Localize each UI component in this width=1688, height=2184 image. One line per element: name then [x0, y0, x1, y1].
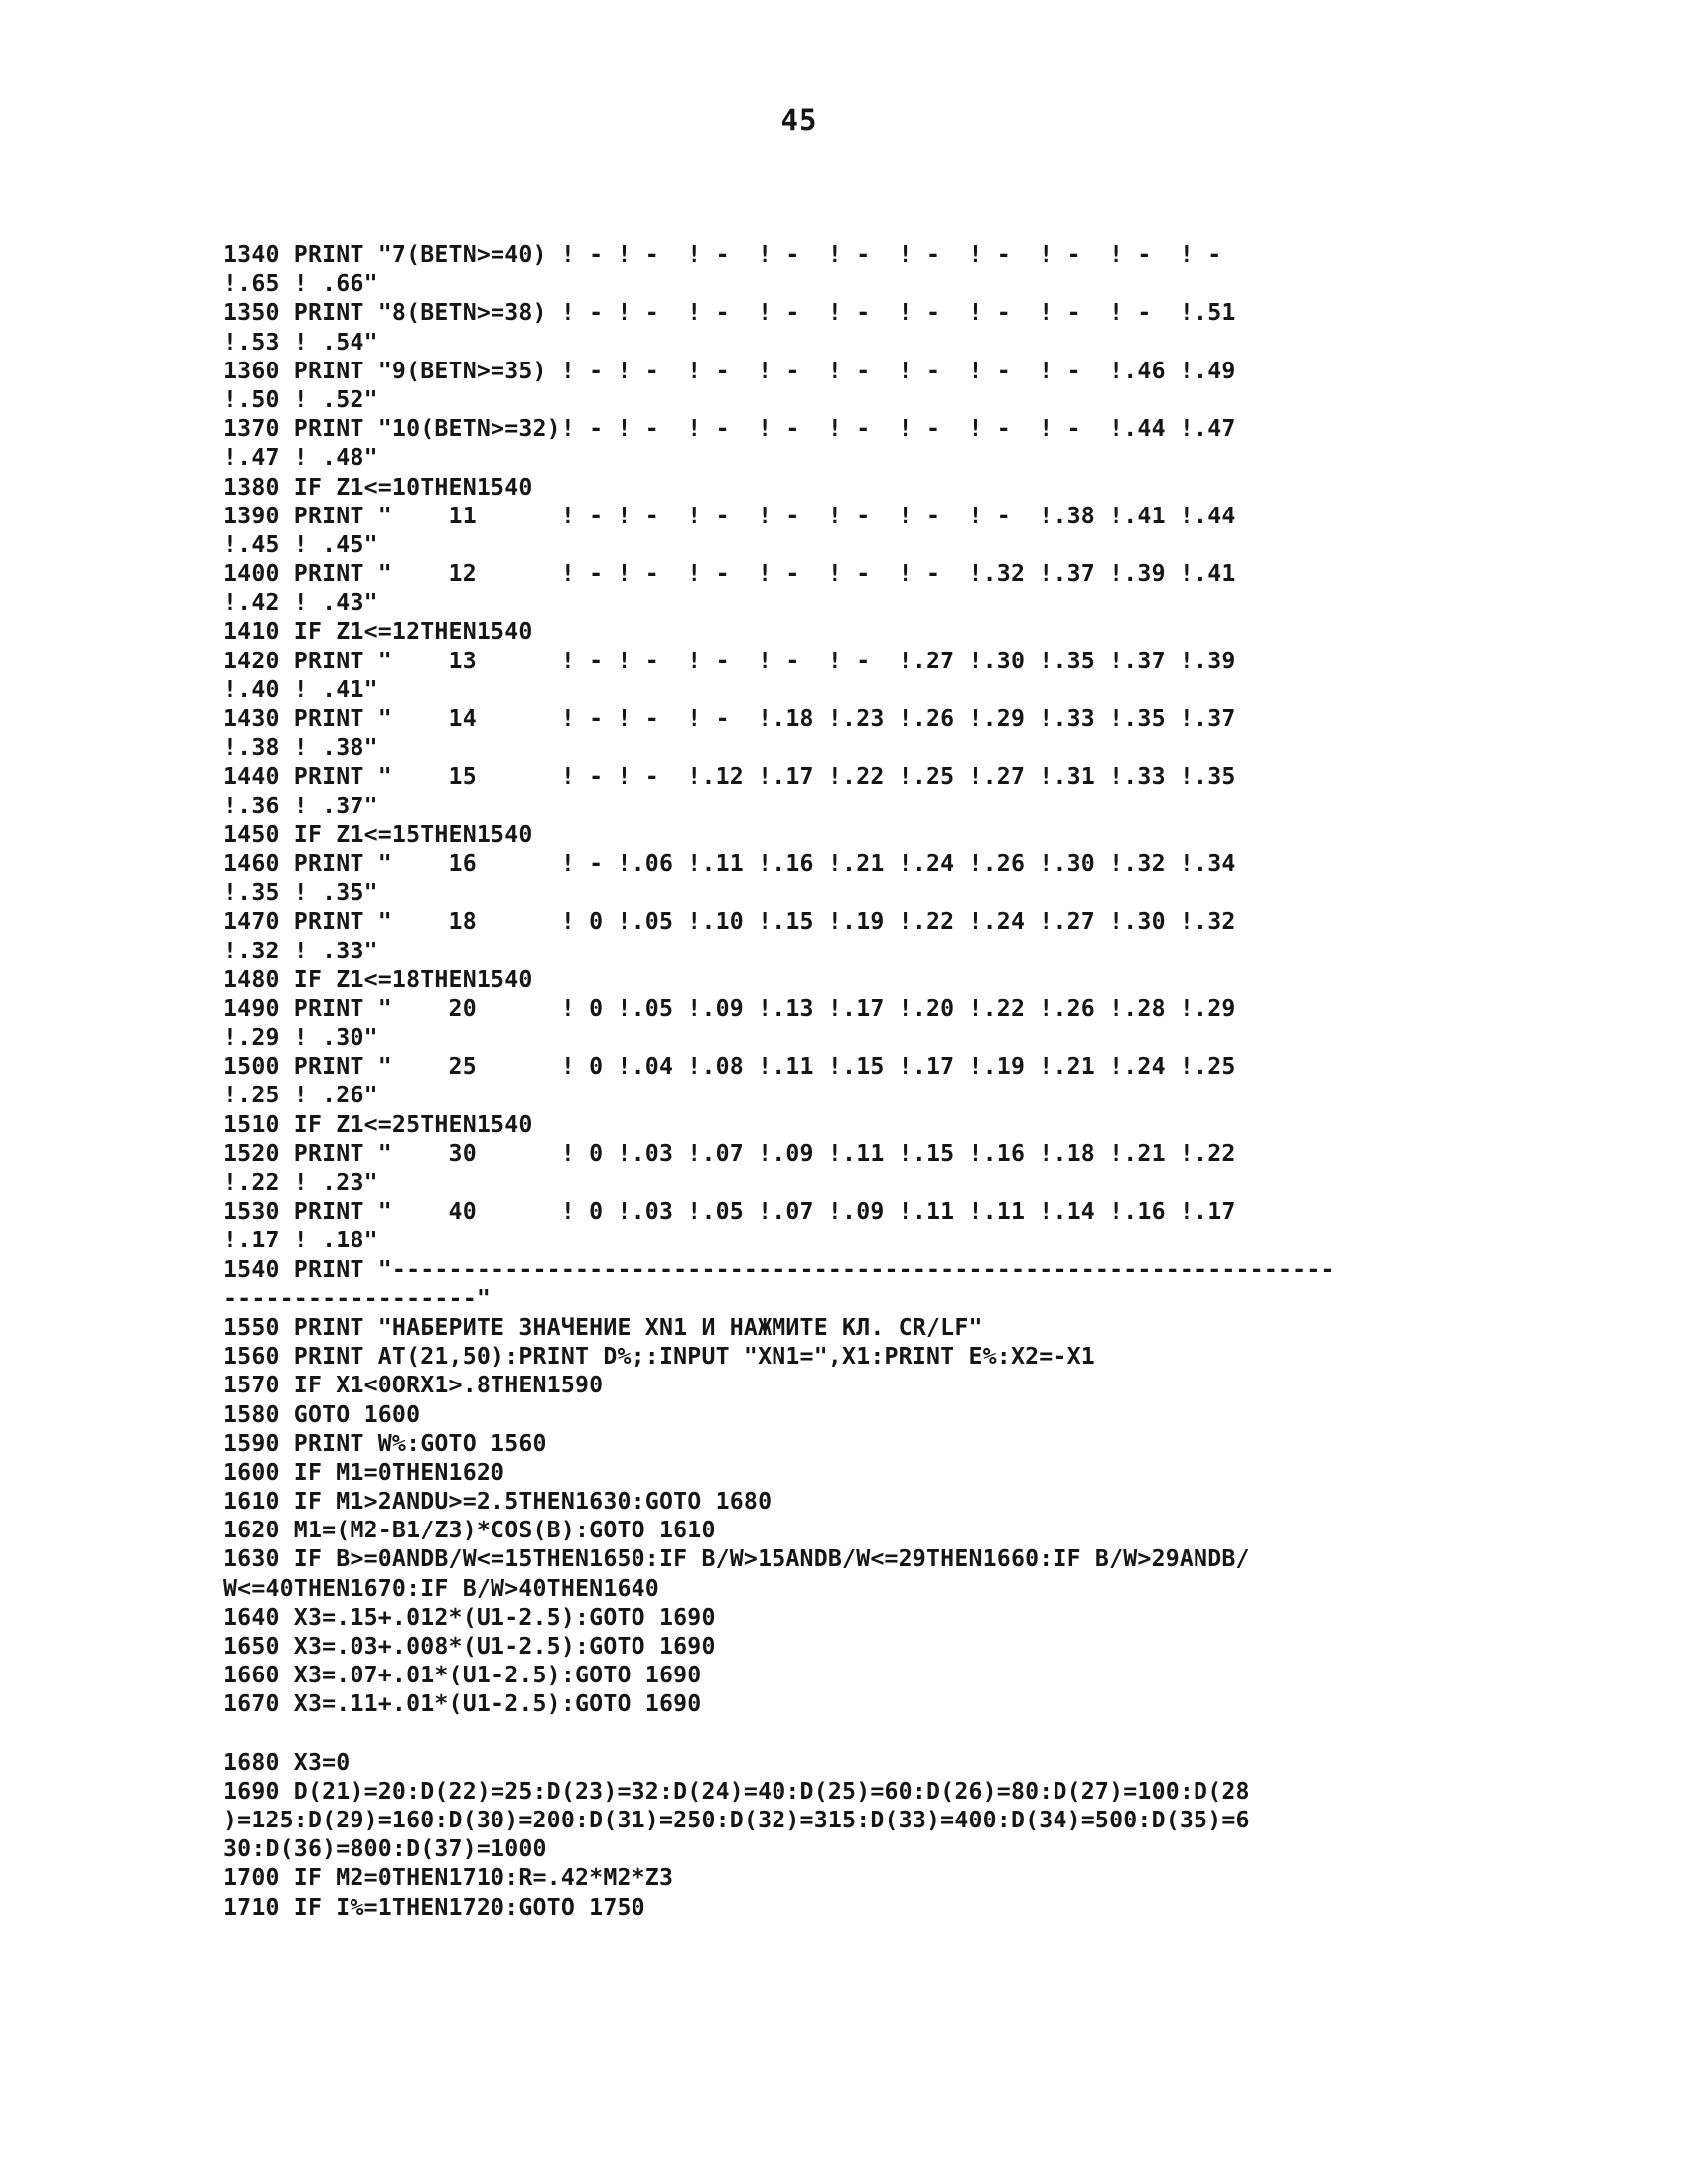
code-line: 1490 PRINT " 20 ! 0 !.05 !.09 !.13 !.17 !.20 !.22 !.26 !.28 !.29 [223, 994, 1236, 1022]
code-line: !.40 ! .41" [223, 675, 378, 703]
code-line: 1680 X3=0 [223, 1748, 351, 1776]
code-line: 1500 PRINT " 25 ! 0 !.04 !.08 !.11 !.15 !.17 !.19 !.21 !.24 !.25 [223, 1053, 1236, 1081]
code-line: !.53 ! .54" [223, 328, 378, 356]
code-line: 1700 IF M2=0THEN1710:R=.42*M2*Z3 [223, 1864, 674, 1892]
listing-block-2 [223, 1748, 1514, 1922]
code-line: ------------------" [223, 1284, 492, 1312]
program-listing [223, 240, 1514, 1922]
page-number: 45 [780, 103, 818, 137]
code-line: !.35 ! .35" [223, 879, 378, 907]
code-line: 1650 X3=.03+.008*(U1-2.5):GOTO 1690 [223, 1633, 716, 1660]
code-line: 1360 PRINT "9(BETN>=35) ! - ! - ! - ! - ! - ! - ! - ! - !.46 !.49 [223, 357, 1236, 384]
code-line: 1440 PRINT " 15 ! - ! - !.12 !.17 !.22 !.25 !.27 !.31 !.33 !.35 [223, 763, 1236, 791]
code-line: 30:D(36)=800:D(37)=1000 [223, 1835, 547, 1863]
code-line: 1390 PRINT " 11 ! - ! - ! - ! - ! - ! - ! - !.38 !.41 !.44 [223, 502, 1236, 529]
code-line: 1610 IF M1>2ANDU>=2.5THEN1630:GOTO 1680 [223, 1488, 773, 1516]
code-line: !.42 ! .43" [223, 589, 378, 617]
code-line: )=125:D(29)=160:D(30)=200:D(31)=250:D(32)=315:D(33)=400:D(34)=500:D(35)=6 [223, 1806, 1250, 1833]
blank-line [223, 1719, 1514, 1748]
code-line: 1510 IF Z1<=25THEN1540 [223, 1110, 533, 1138]
code-line: 1380 IF Z1<=10THEN1540 [223, 473, 533, 501]
code-line: W<=40THEN1670:IF B/W>40THEN1640 [223, 1574, 659, 1602]
code-line: 1550 PRINT "НАБЕРИТЕ ЗНАЧЕНИЕ XN1 И НАЖМИТЕ КЛ. CR/LF" [223, 1313, 983, 1341]
code-line: !.22 ! .23" [223, 1169, 378, 1196]
code-line: 1480 IF Z1<=18THEN1540 [223, 965, 533, 993]
code-line: 1570 IF X1<0ORX1>.8THEN1590 [223, 1372, 604, 1399]
code-line: 1410 IF Z1<=12THEN1540 [223, 618, 533, 646]
code-line: 1370 PRINT "10(BETN>=32)! - ! - ! - ! - ! - ! - ! - ! - !.44 !.47 [223, 415, 1236, 443]
code-line: 1560 PRINT AT(21,50):PRINT D%;:INPUT "XN1=",X1:PRINT E%:X2=-X1 [223, 1343, 1095, 1371]
code-line: !.29 ! .30" [223, 1024, 378, 1052]
code-line: 1460 PRINT " 16 ! - !.06 !.11 !.16 !.21 !.24 !.26 !.30 !.32 !.34 [223, 849, 1236, 877]
listing-block-1 [223, 240, 1514, 1719]
code-line: !.25 ! .26" [223, 1082, 378, 1109]
code-line: !.38 ! .38" [223, 734, 378, 762]
code-line: 1530 PRINT " 40 ! 0 !.03 !.05 !.07 !.09 !.11 !.11 !.14 !.16 !.17 [223, 1198, 1236, 1226]
code-line: 1350 PRINT "8(BETN>=38) ! - ! - ! - ! - ! - ! - ! - ! - ! - !.51 [223, 299, 1236, 327]
code-line: 1340 PRINT "7(BETN>=40) ! - ! - ! - ! - ! - ! - ! - ! - ! - ! - [223, 241, 1222, 268]
code-line: 1690 D(21)=20:D(22)=25:D(23)=32:D(24)=40:D(25)=60:D(26)=80:D(27)=100:D(28 [223, 1777, 1250, 1805]
code-line: 1470 PRINT " 18 ! 0 !.05 !.10 !.15 !.19 !.22 !.24 !.27 !.30 !.32 [223, 908, 1236, 936]
code-line: 1710 IF I%=1THEN1720:GOTO 1750 [223, 1893, 645, 1921]
code-line: 1640 X3=.15+.012*(U1-2.5):GOTO 1690 [223, 1603, 716, 1631]
code-line: 1520 PRINT " 30 ! 0 !.03 !.07 !.09 !.11 !.15 !.16 !.18 !.21 !.22 [223, 1139, 1236, 1167]
code-line: !.17 ! .18" [223, 1227, 378, 1254]
code-line: 1450 IF Z1<=15THEN1540 [223, 820, 533, 848]
code-line: 1660 X3=.07+.01*(U1-2.5):GOTO 1690 [223, 1662, 702, 1689]
code-line: 1630 IF B>=0ANDB/W<=15THEN1650:IF B/W>15ANDB/W<=29THEN1660:IF B/W>29ANDB/ [223, 1545, 1250, 1573]
code-line: 1420 PRINT " 13 ! - ! - ! - ! - ! - !.27 !.30 !.35 !.37 !.39 [223, 647, 1236, 674]
code-line: 1540 PRINT "------------------------------------------------------------------- [223, 1255, 1335, 1283]
code-line: !.65 ! .66" [223, 270, 378, 298]
code-line: !.45 ! .45" [223, 530, 378, 558]
code-line: 1590 PRINT W%:GOTO 1560 [223, 1429, 547, 1457]
code-line: 1620 M1=(M2-B1/Z3)*COS(B):GOTO 1610 [223, 1517, 716, 1544]
code-line: 1600 IF M1=0THEN1620 [223, 1458, 505, 1486]
code-line: 1580 GOTO 1600 [223, 1400, 421, 1428]
code-line: !.50 ! .52" [223, 385, 378, 413]
code-line: 1430 PRINT " 14 ! - ! - ! - !.18 !.23 !.26 !.29 !.33 !.35 !.37 [223, 705, 1236, 732]
code-line: 1400 PRINT " 12 ! - ! - ! - ! - ! - ! - !.32 !.37 !.39 !.41 [223, 560, 1236, 588]
code-line: !.47 ! .48" [223, 444, 378, 472]
code-line: !.36 ! .37" [223, 792, 378, 819]
code-line: !.32 ! .33" [223, 937, 378, 964]
code-line: 1670 X3=.11+.01*(U1-2.5):GOTO 1690 [223, 1690, 702, 1718]
